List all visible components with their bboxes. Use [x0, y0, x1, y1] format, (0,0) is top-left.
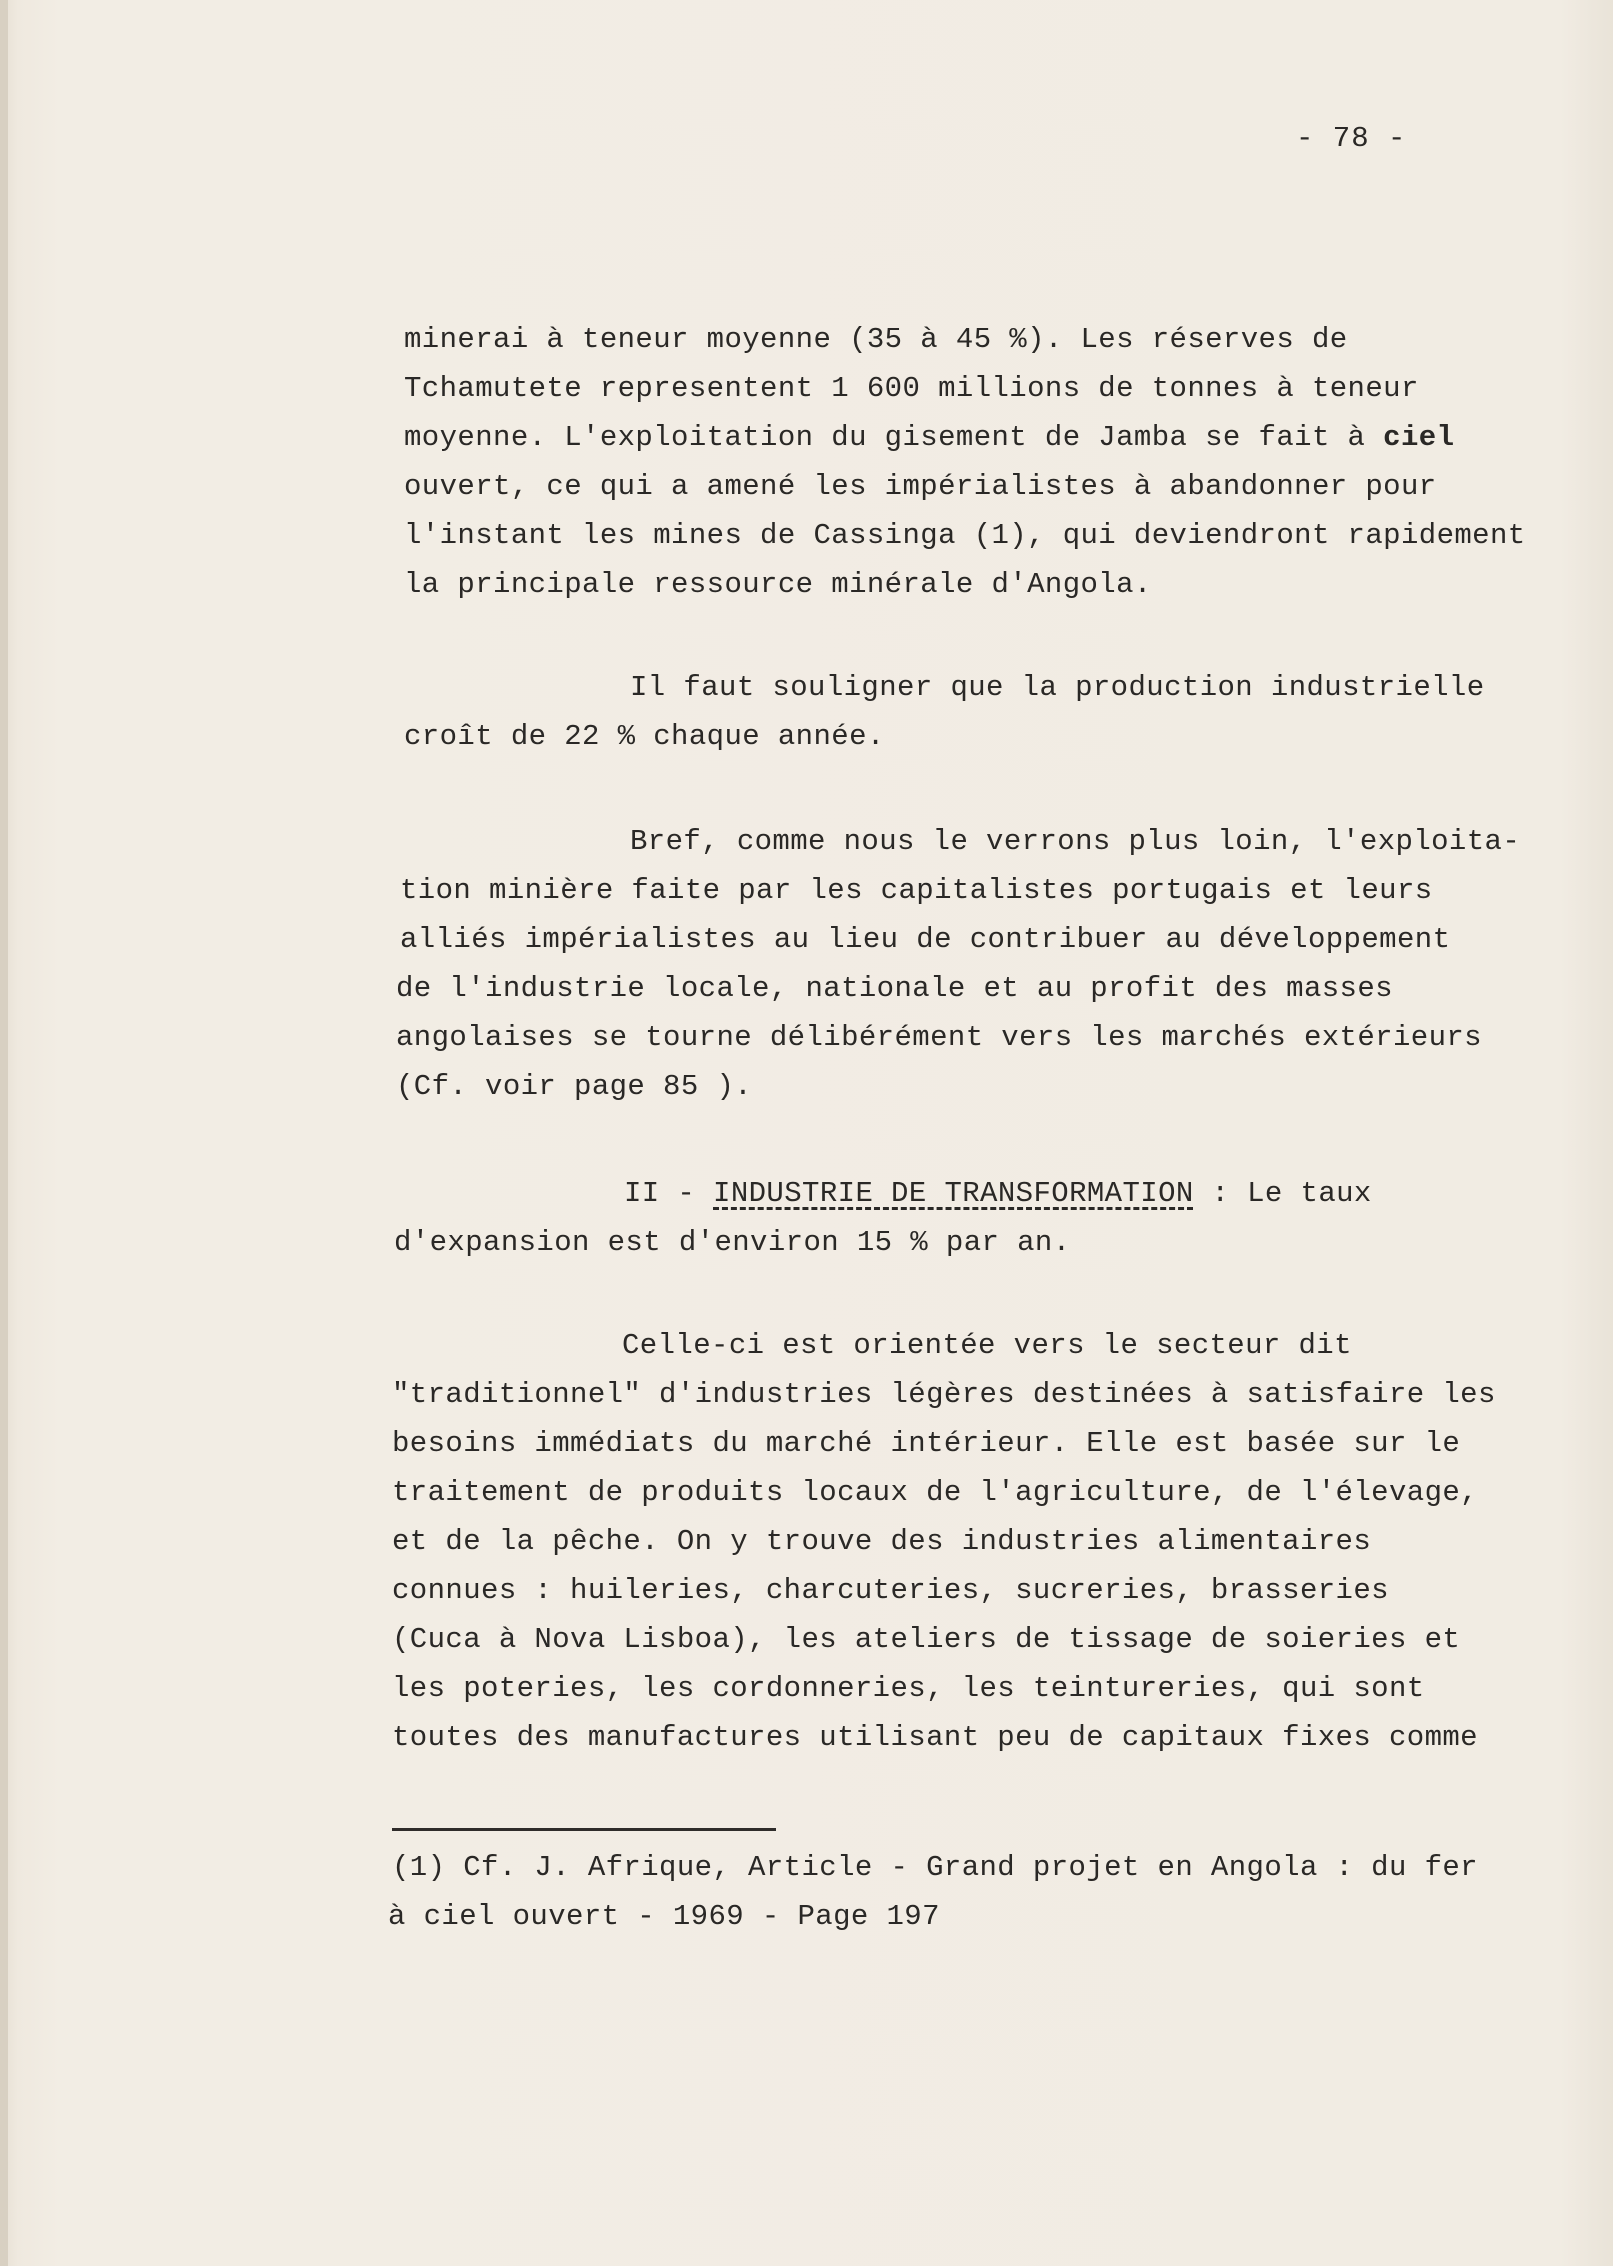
- body-line: Tchamutete representent 1 600 millions de tonnes à teneur: [404, 372, 1419, 405]
- footnote-line: (1) Cf. J. Afrique, Article - Grand projet en Angola : du fer: [392, 1851, 1478, 1884]
- body-line: l'instant les mines de Cassinga (1), qui deviendront rapidement: [404, 519, 1526, 552]
- body-line: Bref, comme nous le verrons plus loin, l'exploita-: [630, 825, 1521, 858]
- body-line: (Cf. voir page 85 ).: [396, 1070, 753, 1103]
- body-line: croît de 22 % chaque année.: [404, 720, 885, 753]
- body-line: les poteries, les cordonneries, les teintureries, qui sont: [392, 1672, 1425, 1705]
- body-line: angolaises se tourne délibérément vers les marchés extérieurs: [396, 1021, 1482, 1054]
- section-title: INDUSTRIE DE TRANSFORMATION: [713, 1177, 1194, 1210]
- body-line: la principale ressource minérale d'Angola.: [404, 568, 1152, 601]
- section-heading-line: [624, 1176, 1372, 1212]
- page-binding-edge: [0, 0, 8, 2266]
- footnote-line: à ciel ouvert - 1969 - Page 197: [388, 1900, 940, 1933]
- body-line: d'expansion est d'environ 15 % par an.: [394, 1226, 1071, 1259]
- page-number: - 78 -: [1296, 122, 1407, 155]
- body-line-bold-word: ciel: [1383, 421, 1455, 454]
- footnote-separator: [392, 1828, 776, 1831]
- body-line-text: moyenne. L'exploitation du gisement de Jamba se fait à: [404, 421, 1366, 454]
- section-heading-suffix: : Le taux: [1193, 1177, 1372, 1210]
- body-line: et de la pêche. On y trouve des industries alimentaires: [392, 1525, 1372, 1558]
- body-line: Il faut souligner que la production industrielle: [630, 671, 1485, 704]
- body-line: Celle-ci est orientée vers le secteur dit: [622, 1329, 1352, 1362]
- body-line: (Cuca à Nova Lisboa), les ateliers de tissage de soieries et: [392, 1623, 1461, 1656]
- body-line: minerai à teneur moyenne (35 à 45 %). Les réserves de: [404, 323, 1348, 356]
- body-line: toutes des manufactures utilisant peu de capitaux fixes comme: [392, 1721, 1478, 1754]
- body-line: "traditionnel" d'industries légères destinées à satisfaire les: [392, 1378, 1496, 1411]
- body-line: de l'industrie locale, nationale et au profit des masses: [396, 972, 1393, 1005]
- body-line: besoins immédiats du marché intérieur. Elle est basée sur le: [392, 1427, 1461, 1460]
- body-line: alliés impérialistes au lieu de contribuer au développement: [400, 923, 1451, 956]
- body-line: ouvert, ce qui a amené les impérialistes à abandonner pour: [404, 470, 1437, 503]
- body-line: connues : huileries, charcuteries, sucreries, brasseries: [392, 1574, 1389, 1607]
- section-number: II -: [624, 1177, 714, 1210]
- body-line: traitement de produits locaux de l'agriculture, de l'élevage,: [392, 1476, 1478, 1509]
- body-line: tion minière faite par les capitalistes portugais et leurs: [400, 874, 1433, 907]
- body-line: [404, 420, 1454, 456]
